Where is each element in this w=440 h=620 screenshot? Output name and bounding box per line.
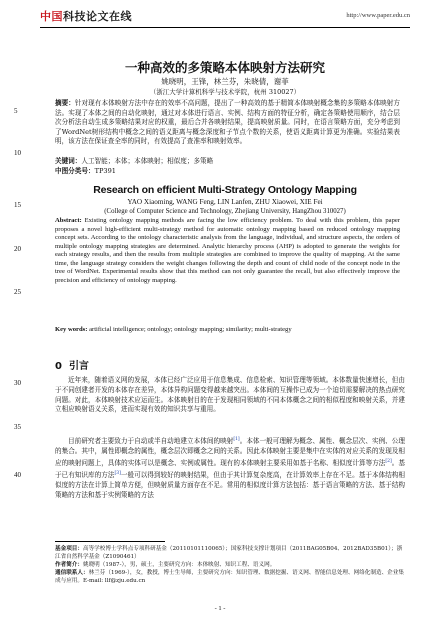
keywords-en-text: artificial intelligence; ontology; ontology mapping; similarity; multi-strategy xyxy=(89,326,292,333)
abstract-en xyxy=(55,217,400,285)
footnote-rule xyxy=(55,541,165,542)
authors-cn: 姚晓明，王锋，林兰芬，朱晓倩，谢菲 xyxy=(161,77,289,86)
header-url[interactable]: http://www.paper.edu.cn xyxy=(346,12,410,19)
page-header xyxy=(40,8,410,24)
footnote-contact xyxy=(55,569,405,585)
line-number-25: 25 xyxy=(14,288,21,296)
affiliation-en: (College of Computer Science and Technology, Zhejiang University, HangZhou 310027) xyxy=(104,208,346,215)
keywords-en xyxy=(55,326,400,335)
line-number-15: 15 xyxy=(14,201,21,209)
paper-title-cn: 一种高效的多策略本体映射方法研究 xyxy=(124,60,325,75)
header-rule xyxy=(40,27,410,28)
line-number-5: 5 xyxy=(14,107,18,115)
body-p2-part-d: 一般可以得到较好的映射结果，但由于其计算复杂度高，在计算效率上存在不足。基于本体结构相似度的方法在计算上简单方便，但映射质量方面存在不足。常用的相似度计算方法包括：基于语言策略的方法、基于结构策略的方法和基于实例策略的方法 xyxy=(55,470,406,499)
body-paragraph-2 xyxy=(55,435,405,500)
abstract-cn-label: 摘要： xyxy=(55,99,75,107)
footnotes xyxy=(55,545,405,585)
body-p2-part-c: 。基于已有知识库的方法 xyxy=(55,458,405,479)
line-number-35: 35 xyxy=(14,423,21,431)
section-heading xyxy=(55,357,89,372)
logo-red-text: 中国 xyxy=(40,10,63,23)
abstract-cn xyxy=(55,99,400,147)
page-number: - 1 - xyxy=(214,605,226,612)
author-bio-text: 姚晓明（1987-），男，硕士，主要研究方向：本体映射、知识工程、语义网。 xyxy=(82,562,276,568)
affiliation-cn: （浙江大学计算机科学与技术学院，杭州 310027） xyxy=(149,88,301,96)
contact-label: 通信联系人： xyxy=(55,570,89,576)
section-title: 引言 xyxy=(68,361,89,372)
body-p2-part-a: 目前研究者主要致力于自动或半自动地建立本体间的映射 xyxy=(68,437,234,446)
line-number-40: 40 xyxy=(14,471,21,479)
funding-label: 基金项目： xyxy=(55,546,83,552)
line-number-30: 30 xyxy=(14,379,21,387)
line-number-10: 10 xyxy=(14,149,21,157)
section-number: 0 xyxy=(55,361,62,372)
abstract-cn-text: 针对现有本体映射方法中存在的效率不高问题，提出了一种高效的基于精简本体映射概念集的多策略本体映射方法。实现了本体之间的自动化映射，通过对本体进行语言、实例、结构方面的特征分析，确定各策略使用顺序，结合层次分析法自动生成多策略结果对应的权重，最后合并各映射结果，提高映射质量。同时，在语言策略方面，充分考虑到了WordNet树形结构中概念之间的语义距离与概念深度和子节点个数的关系，使语义距离计算更为准确。实验结果表明，该方法在保证查全率的同时，有效提高了查准率和映射效率。 xyxy=(55,99,400,146)
journal-logo xyxy=(40,8,132,24)
keywords-cn-text: 人工智能；本体；本体映射；相似度；多策略 xyxy=(81,157,214,165)
body-p2-part-b: 。本体一般可理解为概念、属性、概念层次、实例、公理的集合。其中，属性即概念的属性，概念层次即概念之间的关系。因此本体映射主要是集中在实体的对应关系的发现及相应的映射问题上，具体的实体可以是概念、实例或属性。现有的本体映射主要采用如基于名称、相似度计算等方法 xyxy=(55,437,405,467)
authors-en: YAO Xiaoming, WANG Feng, LIN Lanfen, ZHU Xiaowei, XIE Fei xyxy=(127,198,323,206)
contact-text: 林兰芬（1969-），女，教授，博士生导师，主要研究方向：知识管理、数据挖掘、语义网、智能信息处理、网络化制造、企业集成与应用。E-mail: llf@zju.edu.cn xyxy=(55,570,404,584)
citation-3[interactable]: [3] xyxy=(114,470,121,476)
author-bio-label: 作者简介： xyxy=(55,562,83,568)
paper-title-en: Research on efficient Multi-Strategy Ontology Mapping xyxy=(93,184,357,196)
clc-label: 中图分类号： xyxy=(55,167,95,175)
abstract-en-text: Existing ontology mapping methods are facing the low efficiency problem. To deal with this problem, this paper proposes a novel high-efficient multi-strategy method for automatic ontology mapping based on reduced ontology mapping concept sets. According to the ontology characteristic analysis from the language, individual, and structure aspects, the orders of multiple ontology mapping strategies are determined. Analytic hierarchy process (AHP) is adopted to generate the weights for each strategy results, and then the results from multiple strategies are combined to improve the quality of mapping. At the same time, the language strategy considers the weight changes following the depth and count of child node of the concept node in the tree of WordNet. Experimental results show that this method can not only guarantee the recall, but also effectively improve the precision and efficiency of ontology mapping. xyxy=(55,217,400,284)
footnote-author xyxy=(55,561,405,569)
clc-number xyxy=(55,167,400,177)
keywords-cn xyxy=(55,157,400,167)
abstract-en-label: Abstract: xyxy=(55,217,82,224)
line-number-20: 20 xyxy=(14,245,21,253)
keywords-cn-label: 关键词： xyxy=(55,157,82,165)
citation-1[interactable]: [1] xyxy=(233,437,240,442)
citation-2[interactable]: [2] xyxy=(385,458,392,464)
keywords-en-label: Key words: xyxy=(55,326,88,333)
footnote-funding xyxy=(55,545,405,561)
body-paragraph-1: 近年来，随着语义网的发展，本体已经广泛应用于信息集成、信息检索、知识管理等领域。本体数量快速增长，但由于不同创建者开发的本体存在差异，本体异构问题变得越来越突出。本体间的互操作已成为一个迫切需要解决的热点研究问题。对此，本体映射技术应运而生。本体映射目的在于发现相同领域的不同本体概念之间的相似程度和映射关系，并建立相应映射语义关系，进而实现有效的知识共享与重用。 xyxy=(55,376,405,414)
clc-text: TP391 xyxy=(94,167,116,175)
funding-text: 高等学校博士学科点专项科研基金（20110101110065）；国家科技支撑计划项目（2011BAG05B04、2012BAD35B01）；浙江省自然科学基金（Z1090461） xyxy=(55,546,403,560)
logo-dark-text: 科技论文在线 xyxy=(63,10,132,23)
